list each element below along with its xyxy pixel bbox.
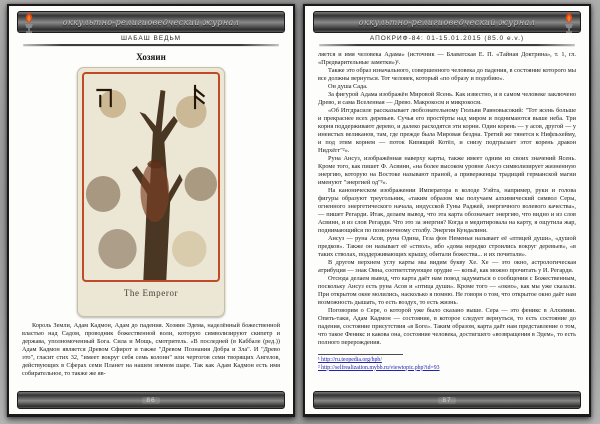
- footnote-1: [318, 357, 576, 365]
- journal-subtitle-script: оккультно-религиоведческий журнал: [358, 17, 536, 27]
- tarot-card: [77, 67, 225, 317]
- paragraph: Отсюда делаем вывод, что карта даёт нам повод задуматься о сообщении с Божественным, поскольку Ансуз есть руна Асов и «птица души». Кроме того — «окно», как мы уже сказали. При открытом окне молились, насколько я помню. Не говоря о том, что открытое окно даёт нам возможность дышать, то есть воздух, то есть жизнь.: [318, 275, 576, 306]
- paragraph: На каноническом изображении Императора в колоде Уэйта, например, руки и голова фигуры образуют треугольник, «таким образом мы получаем алхимический символ Серы, огненного энергетического начала, индусской Гуны Раджей, энергичного волевого качества», — пишет Регарди. Итак, делаем вывод, что эта карта обозначает энергию, что видно и из слов Асвинн, и из слов Регарди. Что это за энергия? Когда я медитировала на карту, я ощутила жар, поднимающийся по позвоночному столбу. Энергия Кундалини.: [318, 187, 576, 234]
- left-header-band: [17, 11, 285, 33]
- footnote-separator: [318, 354, 403, 355]
- flame-bowl-logo: [21, 11, 37, 35]
- card-illustration: [82, 72, 220, 282]
- page-number: 87: [438, 397, 455, 404]
- paragraph: «Об Иггдрасиле рассказывает любознательному Гюльви Равновысокий: "Тот ясень больше и прекраснее всех деревьев. Сучья его простёрты над миром и поднимаются выше неба. Три корня поддерживают дерево, и далеко расходятся эти корни. Один корень — у асов, другой — у инеистых великанов, там, где прежде была Мировая бездна. Третий же тянется к Нифльхейму, и под этим корнем — поток Кипящий Котёл, и снизу подгрызает этот корень дракон Нидхёгг"²».: [318, 107, 576, 154]
- footnote-link-1[interactable]: ¹ http://ru.teopedia.org/hpb/: [318, 357, 382, 363]
- header-rule: [23, 44, 279, 46]
- footnote-link-2[interactable]: ² http://selfrealization.mybb.ru/viewtopic.php?id=93: [318, 364, 440, 371]
- right-body-text: [318, 51, 576, 372]
- left-footer-band: [17, 391, 285, 409]
- paragraph: За фигурой Адама изображён Мировой Ясень. Как известно, и в самом человеке заключено Древо, и сама Вселенная — Древо. Макрокосм и микрокосм.: [318, 91, 576, 106]
- journal-subtitle-script: оккультно-религиоведческий журнал: [62, 17, 240, 27]
- page-number: 86: [142, 397, 159, 404]
- paragraph: Ансуз — руна Асов, руна Одина, Геза фон Неменьи называет её «птицей души», «душой предков». Также он называет её «ствол», ибо «дома нередко строились вокруг деревьев», «в таких стволах, поддерживающих крышу, обитали божества... и их почитали».: [318, 235, 576, 258]
- left-body-text: [22, 322, 280, 378]
- left-page: [7, 4, 295, 417]
- right-page: [303, 4, 591, 417]
- issue-line: АПОКРИФ-84: 01-15.01.2015 (85.0 e.v.): [369, 35, 525, 42]
- card-caption: The Emperor: [123, 288, 179, 298]
- article-title: Хозяин: [136, 52, 166, 62]
- flame-bowl-logo: [561, 11, 577, 35]
- paragraph: Руна Ансуз, изображённая наверху карты, также имеет одним из своих значений Ясень. Кроме того, как пишет Ф. Асвинн, «на более высоком уровне Ансуз символизирует жизненную энергию, которую на Востоке называют праной, а приверженцы традиций германской магии именуют "энергией од"³».: [318, 155, 576, 186]
- section-title: ШАБАШ ВЕДЬМ: [120, 35, 182, 42]
- paragraph: Также это образ изначального, совершенного человека до падения, в состояние которого мы все должны вернуться. Тот человек, который «по образу и подобию».: [318, 67, 576, 82]
- footnote-2: [318, 365, 576, 373]
- right-header-band: [313, 11, 581, 33]
- paragraph: Поговорим о Сере, о которой уже было сказано выше. Сера — это феникс в Алхимии. Опять-таки, Адам Кадмон — состояние, в которое следует вернуться, то есть состояние до падения, состояние присутствия «в Боге». Таким образом, карта даёт нам представление о том, что такое Феникс и какова она, состояние человека, достигшего «возвращения в Эдем», то есть полного перерождения.: [318, 307, 576, 346]
- paragraph: Король Земли, Адам Кадмон, Адам до падения. Хозяин Эдема, наделённый божественной властью над Садом, проводник божественной воли, которую символизируют скипетр и держава, уполномоченный Бога. Сила и Мощь, смотритель. «В последней (в Каббале (ред.)) Адам Кадмон является Древом Сфирот и также "Древом Познания Добра и Зла". И "Древо это", гласит стих 32, "имеет вокруг себя семь колонн" или чертогов семи творящих Ангелов, действующих в Сферах семи Планет на нашем земном шаре. Так как Адам Кадмон есть имя собирательное, то также же яв-: [22, 322, 280, 377]
- paragraph: В другом верхнем углу карты мы видим букву Хе. Хе — это окно, астрологическая атрибуция — знак Овна, соответствующее орудие — копьё, как можно прочитать у И. Регарди.: [318, 259, 576, 274]
- paragraph: ляется и имя человека Адама» (источник — Блаватская Е. П. «Тайная Доктрина», т. 1, гл. «Предварительные заметки»)¹.: [318, 51, 576, 66]
- right-footer-band: [313, 391, 581, 409]
- header-rule: [319, 44, 575, 46]
- paragraph: Он душа Сада.: [328, 83, 368, 90]
